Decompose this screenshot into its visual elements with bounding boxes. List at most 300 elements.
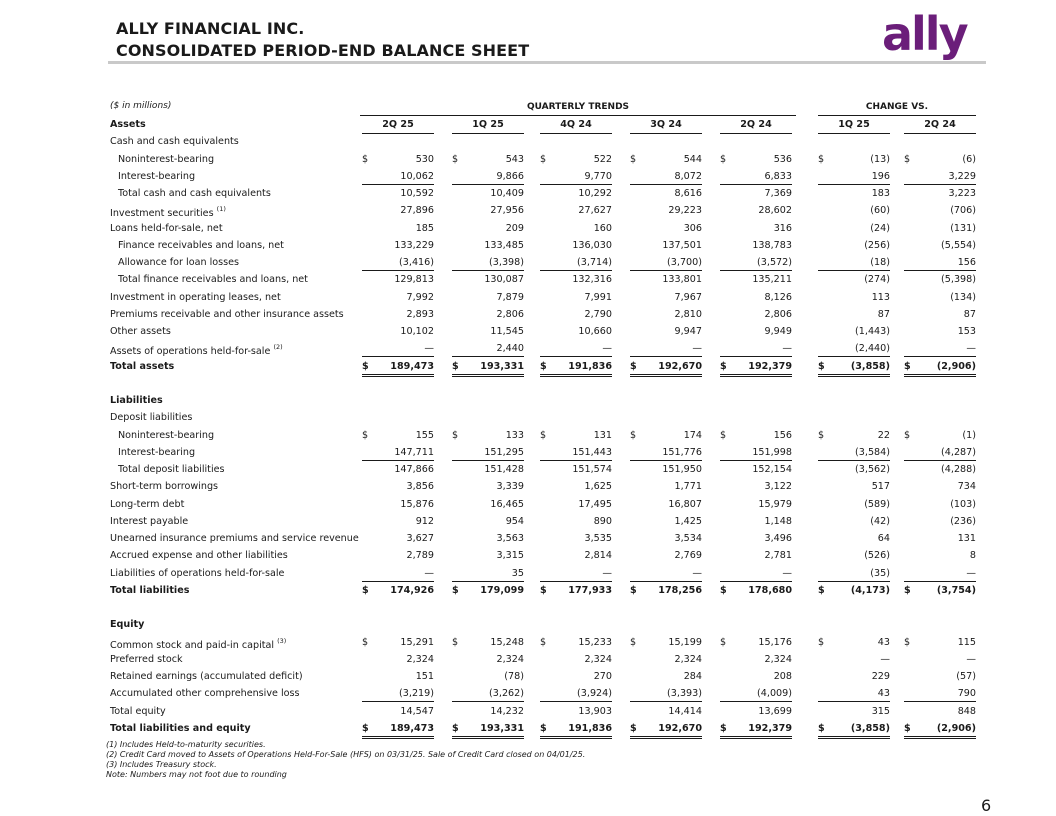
- value-number: 177,933: [568, 584, 612, 596]
- row-label: Interest-bearing: [118, 170, 196, 182]
- value-number: 3,122: [764, 481, 792, 493]
- table-row: [110, 117, 976, 134]
- row-label-wrap: [110, 205, 226, 219]
- value-number: 156: [773, 429, 792, 441]
- value-cell: [630, 654, 702, 667]
- value-cell: [362, 637, 434, 650]
- value-number: 3,627: [406, 533, 434, 544]
- value-number: 7,967: [674, 291, 702, 303]
- row-label: Total deposit liabilities: [118, 464, 225, 475]
- row-label: Cash and cash equivalents: [110, 136, 239, 148]
- value-cell: [362, 223, 434, 236]
- value-number: 87: [877, 308, 890, 320]
- currency-symbol: $: [630, 429, 637, 441]
- report-subtitle: CONSOLIDATED PERIOD-END BALANCE SHEET: [116, 41, 530, 60]
- value-number: 43: [877, 688, 890, 700]
- value-number: 3,856: [406, 481, 434, 493]
- value-cell: [720, 171, 792, 185]
- value-number: 1,625: [584, 481, 612, 493]
- value-cell: [720, 154, 792, 167]
- value-cell: [630, 706, 702, 719]
- row-label: Total equity: [110, 705, 166, 717]
- value-cell: [540, 499, 612, 512]
- value-number: 9,947: [674, 326, 702, 337]
- value-cell: [540, 447, 612, 461]
- value-number: 10,102: [400, 326, 434, 337]
- value-cell: [362, 516, 434, 529]
- value-cell: [540, 205, 612, 218]
- value-number: 522: [593, 153, 612, 165]
- currency-symbol: $: [362, 360, 369, 372]
- value-cell: [452, 568, 524, 582]
- value-number: (1): [962, 429, 976, 441]
- value-cell: [630, 171, 702, 185]
- value-cell: [720, 343, 792, 357]
- value-cell: [630, 205, 702, 218]
- table-row: [110, 324, 976, 341]
- value-cell: [540, 343, 612, 357]
- value-number: (3,858): [850, 360, 890, 372]
- value-cell: [720, 326, 792, 339]
- value-cell: [818, 257, 890, 271]
- value-number: (3,398): [489, 257, 524, 268]
- value-cell: [540, 481, 612, 494]
- row-label: Assets: [110, 119, 146, 130]
- value-cell: [362, 274, 434, 287]
- value-number: 160: [593, 222, 612, 234]
- value-cell: [818, 516, 890, 529]
- table-row: [110, 393, 976, 410]
- currency-symbol: $: [540, 429, 547, 441]
- value-cell: [720, 688, 792, 702]
- value-cell: [720, 516, 792, 529]
- currency-symbol: $: [904, 429, 911, 441]
- value-cell: [540, 240, 612, 253]
- value-number: 229: [871, 671, 890, 682]
- value-cell: [452, 136, 524, 149]
- value-cell: [818, 188, 890, 201]
- value-number: (3,754): [936, 584, 976, 596]
- value-cell: [630, 516, 702, 529]
- value-number: —: [880, 653, 890, 665]
- value-cell: [452, 637, 524, 650]
- value-cell: [540, 136, 612, 149]
- value-cell: [818, 412, 890, 425]
- row-label: Investment securities: [110, 208, 214, 220]
- value-number: —: [966, 343, 976, 355]
- spacer-row: [110, 600, 976, 617]
- value-cell: [818, 688, 890, 702]
- page-number: 6: [981, 796, 992, 815]
- value-cell: [720, 481, 792, 494]
- row-label: Total assets: [110, 360, 175, 372]
- value-cell: [904, 361, 976, 377]
- value-number: —: [602, 567, 612, 579]
- value-cell: [630, 499, 702, 512]
- value-cell: [452, 223, 524, 236]
- value-cell: [452, 154, 524, 167]
- value-cell: [540, 637, 612, 650]
- value-number: 2,324: [764, 653, 792, 665]
- value-cell: [630, 136, 702, 149]
- value-number: —: [782, 567, 792, 579]
- value-number: 151,295: [484, 446, 524, 458]
- table-row: [110, 203, 976, 220]
- value-cell: [904, 412, 976, 425]
- value-number: 155: [415, 429, 434, 441]
- currency-symbol: $: [362, 584, 369, 596]
- row-label: Common stock and paid-in capital: [110, 639, 275, 651]
- value-number: (3,393): [667, 688, 702, 700]
- value-number: 131: [957, 533, 976, 544]
- value-number: (3,858): [850, 722, 890, 734]
- value-cell: [362, 499, 434, 512]
- value-cell: [452, 343, 524, 357]
- value-cell: [630, 257, 702, 271]
- value-number: (3,584): [855, 446, 890, 458]
- value-cell: [630, 723, 702, 739]
- value-number: 147,711: [394, 446, 434, 458]
- value-number: 2,324: [674, 653, 702, 665]
- value-number: 133,485: [484, 239, 524, 251]
- value-cell: [818, 499, 890, 512]
- value-cell: [362, 188, 434, 201]
- row-label: Total cash and cash equivalents: [118, 188, 271, 199]
- value-number: (6): [962, 153, 976, 165]
- value-cell: [720, 257, 792, 271]
- row-label: Liabilities of operations held-for-sale: [110, 567, 285, 579]
- currency-symbol: $: [720, 636, 727, 648]
- currency-symbol: $: [630, 360, 637, 372]
- table-row: [110, 652, 976, 669]
- value-number: (60): [870, 205, 890, 217]
- value-cell: [540, 550, 612, 563]
- currency-symbol: $: [720, 584, 727, 596]
- value-cell: [720, 447, 792, 461]
- currency-symbol: $: [452, 153, 459, 165]
- value-cell: [362, 688, 434, 702]
- value-number: 174,926: [390, 584, 434, 596]
- column-header: 2Q 24: [720, 119, 792, 134]
- value-cell: [540, 223, 612, 236]
- value-cell: [904, 188, 976, 201]
- value-cell: [630, 447, 702, 461]
- value-number: 315: [871, 705, 890, 717]
- currency-symbol: $: [904, 584, 911, 596]
- value-cell: [818, 223, 890, 236]
- value-number: 115: [957, 636, 976, 648]
- value-number: 15,199: [668, 636, 702, 648]
- value-number: 192,670: [658, 722, 702, 734]
- value-number: 14,232: [490, 705, 524, 717]
- value-cell: [452, 326, 524, 339]
- change-vs-header: CHANGE VS.: [865, 102, 929, 112]
- value-cell: [818, 205, 890, 218]
- value-number: (3,572): [757, 257, 792, 268]
- value-number: 890: [593, 515, 612, 527]
- value-cell: [452, 464, 524, 477]
- value-number: —: [966, 653, 976, 665]
- value-cell: [630, 240, 702, 253]
- value-cell: [720, 654, 792, 667]
- value-number: 15,233: [578, 636, 612, 648]
- units-note: ($ in millions): [110, 101, 172, 111]
- value-number: 196: [871, 170, 890, 182]
- value-number: 2,324: [584, 653, 612, 665]
- value-number: 10,292: [578, 188, 612, 199]
- column-header: 2Q 25: [362, 119, 434, 134]
- value-cell: [720, 240, 792, 253]
- currency-symbol: $: [630, 584, 637, 596]
- value-cell: [540, 671, 612, 684]
- value-number: (256): [864, 239, 890, 251]
- table-row: [110, 359, 976, 376]
- value-cell: [818, 481, 890, 494]
- currency-symbol: $: [904, 722, 911, 734]
- currency-symbol: $: [452, 636, 459, 648]
- value-number: (4,288): [941, 464, 976, 475]
- row-label: Loans held-for-sale, net: [110, 222, 223, 234]
- value-cell: [904, 585, 976, 598]
- currency-symbol: $: [630, 636, 637, 648]
- value-number: 3,563: [496, 533, 524, 544]
- value-number: 8: [969, 550, 976, 562]
- value-cell: [362, 309, 434, 322]
- value-number: 7,992: [406, 291, 434, 303]
- value-number: 151,443: [572, 446, 612, 458]
- value-cell: [540, 274, 612, 287]
- value-number: 10,062: [400, 170, 434, 182]
- value-number: 848: [957, 705, 976, 717]
- column-header: 2Q 24: [904, 119, 976, 134]
- value-cell: [540, 257, 612, 271]
- value-number: 517: [871, 481, 890, 493]
- header-divider: [108, 61, 986, 64]
- value-cell: [720, 223, 792, 236]
- value-number: 64: [877, 533, 890, 544]
- value-cell: [630, 223, 702, 236]
- value-cell: [720, 309, 792, 322]
- value-cell: [540, 326, 612, 339]
- currency-symbol: $: [818, 429, 825, 441]
- value-cell: [720, 637, 792, 650]
- row-label: Other assets: [110, 326, 171, 337]
- value-cell: [362, 430, 434, 443]
- value-cell: [630, 671, 702, 684]
- value-number: 28,602: [758, 205, 792, 217]
- value-cell: [630, 464, 702, 477]
- value-cell: [452, 516, 524, 529]
- value-cell: [452, 240, 524, 253]
- value-number: 790: [957, 688, 976, 700]
- row-label: Accumulated other comprehensive loss: [110, 688, 300, 700]
- row-label: Noninterest-bearing: [118, 153, 215, 165]
- currency-symbol: $: [540, 636, 547, 648]
- value-number: 284: [683, 671, 702, 682]
- value-number: 87: [963, 308, 976, 320]
- value-cell: [630, 188, 702, 201]
- value-cell: [540, 412, 612, 425]
- value-number: (2,440): [855, 343, 890, 355]
- value-number: 16,465: [490, 498, 524, 510]
- value-cell: [362, 171, 434, 185]
- value-cell: [818, 585, 890, 598]
- currency-symbol: $: [362, 636, 369, 648]
- value-cell: [630, 274, 702, 287]
- value-number: 192,670: [658, 360, 702, 372]
- footnote-ref: (3): [277, 636, 287, 645]
- value-number: 8,126: [764, 291, 792, 303]
- value-cell: [540, 568, 612, 582]
- value-cell: [362, 292, 434, 305]
- value-number: 183: [871, 188, 890, 199]
- value-number: 189,473: [390, 722, 434, 734]
- value-number: 151,574: [572, 464, 612, 475]
- value-number: 7,879: [496, 291, 524, 303]
- value-cell: [630, 154, 702, 167]
- row-label: Preferred stock: [110, 653, 183, 665]
- value-cell: [362, 671, 434, 684]
- value-number: 138,783: [752, 239, 792, 251]
- value-number: (13): [870, 153, 890, 165]
- value-cell: [818, 292, 890, 305]
- value-cell: [630, 533, 702, 546]
- change-vs-rule: [818, 115, 976, 116]
- value-cell: [904, 481, 976, 494]
- value-number: (3,714): [577, 257, 612, 268]
- value-number: 43: [877, 636, 890, 648]
- value-cell: [452, 309, 524, 322]
- value-cell: [540, 688, 612, 702]
- table-row: [110, 238, 976, 255]
- currency-symbol: $: [540, 584, 547, 596]
- value-cell: [904, 671, 976, 684]
- value-cell: [452, 688, 524, 702]
- value-cell: [904, 637, 976, 650]
- value-number: 306: [683, 222, 702, 234]
- value-cell: [720, 499, 792, 512]
- value-cell: [362, 326, 434, 339]
- table-row: [110, 566, 976, 583]
- value-number: 15,291: [400, 636, 434, 648]
- column-header: 4Q 24: [540, 119, 612, 134]
- report-title: [116, 18, 529, 62]
- value-cell: [904, 154, 976, 167]
- value-number: 8,616: [674, 188, 702, 199]
- currency-symbol: $: [630, 722, 637, 734]
- value-number: 179,099: [480, 584, 524, 596]
- row-label: Total finance receivables and loans, net: [118, 274, 308, 286]
- value-number: 193,331: [480, 722, 524, 734]
- value-cell: [362, 257, 434, 271]
- currency-symbol: $: [904, 153, 911, 165]
- value-cell: [540, 171, 612, 185]
- currency-symbol: $: [818, 153, 825, 165]
- value-cell: [540, 516, 612, 529]
- value-number: 193,331: [480, 360, 524, 372]
- value-number: 191,836: [568, 360, 612, 372]
- value-number: (4,009): [757, 688, 792, 700]
- value-number: (3,924): [577, 688, 612, 700]
- table-row: [110, 548, 976, 565]
- quarterly-trends-rule: [360, 115, 796, 116]
- table-row: [110, 721, 976, 738]
- value-number: (5,554): [941, 239, 976, 251]
- currency-symbol: $: [452, 584, 459, 596]
- value-cell: [818, 309, 890, 322]
- footnote-2: (2) Credit Card moved to Assets of Operations Held-For-Sale (HFS) on 03/31/25. Sale of Credit Card closed on 04/01/25.: [106, 750, 586, 759]
- table-row: [110, 169, 976, 186]
- ally-logo: ally: [882, 7, 967, 61]
- table-row: [110, 617, 976, 634]
- value-number: (274): [864, 274, 890, 286]
- value-number: (134): [950, 291, 976, 303]
- value-number: 136,030: [572, 239, 612, 251]
- value-cell: [540, 654, 612, 667]
- table-row: [110, 290, 976, 307]
- value-number: 129,813: [394, 274, 434, 286]
- value-cell: [362, 412, 434, 425]
- value-number: 3,315: [496, 550, 524, 562]
- value-cell: [818, 533, 890, 546]
- value-cell: [904, 568, 976, 582]
- footnote-1: (1) Includes Held-to-maturity securities.: [106, 740, 266, 749]
- value-cell: [452, 499, 524, 512]
- currency-symbol: $: [720, 429, 727, 441]
- value-number: —: [424, 567, 434, 579]
- value-number: 2,789: [406, 550, 434, 562]
- currency-symbol: $: [362, 722, 369, 734]
- value-number: (1,443): [855, 326, 890, 337]
- value-cell: [904, 309, 976, 322]
- value-cell: [540, 188, 612, 201]
- value-number: 9,770: [584, 170, 612, 182]
- value-cell: [630, 430, 702, 443]
- value-cell: [904, 343, 976, 357]
- row-label: Long-term debt: [110, 498, 185, 510]
- value-cell: [720, 188, 792, 201]
- value-number: 10,409: [490, 188, 524, 199]
- value-number: 27,956: [490, 205, 524, 217]
- value-number: —: [602, 343, 612, 355]
- value-cell: [818, 550, 890, 563]
- currency-symbol: $: [720, 153, 727, 165]
- value-cell: [452, 550, 524, 563]
- value-number: 178,256: [658, 584, 702, 596]
- value-number: 2,810: [674, 308, 702, 320]
- value-cell: [362, 361, 434, 377]
- value-number: (2,906): [936, 360, 976, 372]
- footnote-note: Note: Numbers may not foot due to rounding: [106, 770, 287, 779]
- value-number: 3,223: [948, 188, 976, 199]
- table-row: [110, 445, 976, 462]
- value-cell: [362, 481, 434, 494]
- value-cell: [540, 723, 612, 739]
- value-number: 35: [511, 567, 524, 579]
- footnote-3: (3) Includes Treasury stock.: [106, 760, 217, 769]
- value-number: (3,416): [399, 257, 434, 268]
- value-number: 912: [415, 515, 434, 527]
- value-number: 132,316: [572, 274, 612, 286]
- value-cell: [720, 533, 792, 546]
- value-number: 156: [957, 257, 976, 268]
- value-cell: [904, 326, 976, 339]
- value-number: (236): [950, 515, 976, 527]
- value-cell: [540, 154, 612, 167]
- value-cell: [630, 292, 702, 305]
- value-number: (4,173): [850, 584, 890, 596]
- value-cell: [904, 706, 976, 719]
